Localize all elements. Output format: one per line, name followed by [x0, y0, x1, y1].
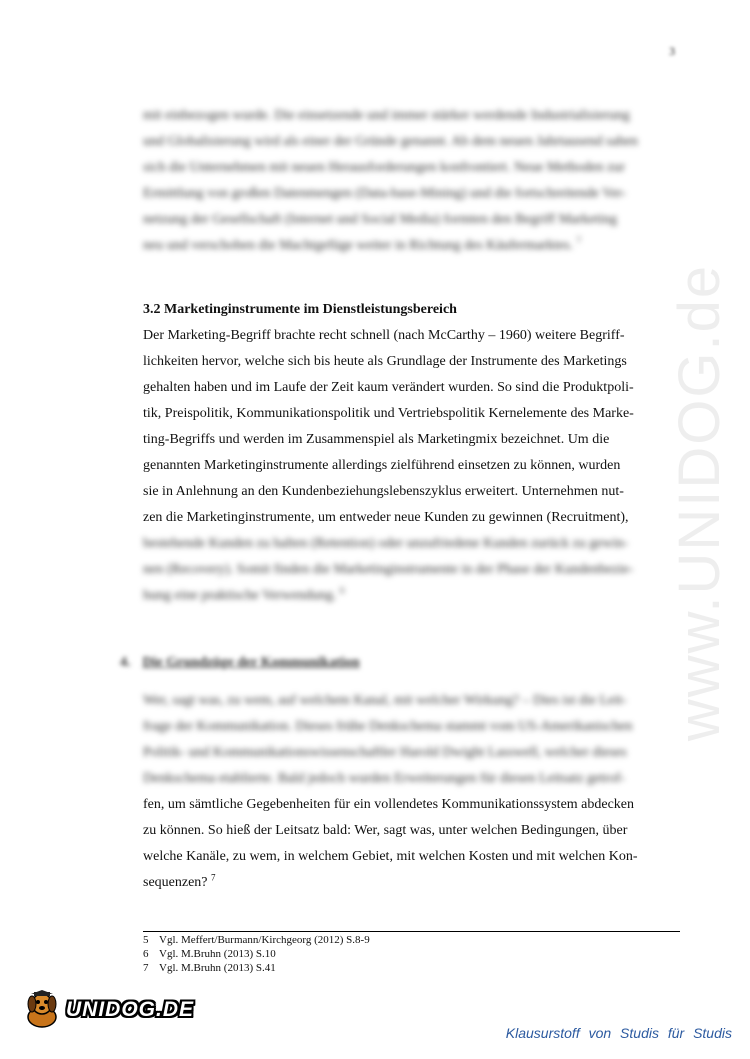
footnotes — [143, 933, 370, 975]
section-4-paragraph — [143, 792, 673, 896]
intro-paragraph-blurred — [143, 103, 673, 259]
footnote-number: 6 — [143, 948, 149, 960]
section-4-paragraph-blurred — [143, 688, 673, 792]
text-line: genannten Marketinginstrumente allerdings zielführend einsetzen zu können, wurden — [143, 458, 621, 473]
watermark-text: www.UNIDOG.de — [667, 263, 733, 741]
footnote-ref: 6 — [339, 585, 345, 596]
text-line: sequenzen? $^7$ — [143, 872, 216, 890]
section-heading-4 — [120, 655, 360, 671]
footnote-text: Vgl. M.Bruhn (2013) S.10 — [159, 948, 276, 960]
footnote-number: 5 — [143, 934, 149, 946]
text-line: sie in Anlehnung an den Kundenbeziehungslebenszyklus erweitert. Unternehmen nut- — [143, 484, 624, 499]
section-3-2-paragraph-blurred — [143, 531, 673, 609]
footnote-text: Vgl. M.Bruhn (2013) S.41 — [159, 962, 276, 974]
footer-tagline: Klausurstoff von Studis für Studis — [505, 1025, 732, 1041]
text-line: zu können. So hieß der Leitsatz bald: Wer, sagt was, unter welchen Bedingungen, über — [143, 823, 628, 838]
text-line: fen, um sämtliche Gegebenheiten für ein vollendetes Kommunikationssystem abdecken — [143, 797, 635, 812]
text-line: Ermittlung von großen Datenmengen (Data-base-Mining) und die fortschreitende Ver- — [143, 186, 627, 201]
text-line: frage der Kommunikation. Dieses frühe Denkschema stammt vom US-Amerikanischen — [143, 719, 633, 734]
page-number: 3 — [669, 44, 675, 58]
text-line: sich die Unternehmen mit neuen Herausforderungen konfrontiert. Neue Methoden zur — [143, 160, 626, 175]
text-line: zen die Marketinginstrumente, um entweder neue Kunden zu gewinnen (Recruitment), — [143, 510, 629, 525]
footnote-item — [143, 933, 370, 947]
text-line: bestehende Kunden zu halten (Retention) oder unzufriedene Kunden zurück zu gewin- — [143, 536, 629, 551]
unidog-logo[interactable] — [20, 990, 194, 1030]
footnote-text: Vgl. Meffert/Burmann/Kirchgeorg (2012) S.8-9 — [159, 934, 370, 946]
text-line: nen (Recovery). Somit finden die Marketinginstrumente in der Phase der Kundenbezie- — [143, 562, 634, 577]
text-line: neu und verschoben die Machtgefüge weiter in Richtung des Käufermarktes. $^7$ — [143, 235, 581, 253]
section-number: 4. — [120, 655, 131, 670]
logo-text: UNIDOG.DE — [66, 998, 195, 1021]
text-line: Der Marketing-Begriff brachte recht schnell (nach McCarthy – 1960) weitere Begriff- — [143, 328, 625, 343]
section-heading-3-2: 3.2 Marketinginstrumente im Dienstleistungsbereich — [143, 302, 457, 317]
footnote-number: 7 — [143, 962, 149, 974]
section-title: Die Grundzüge der Kommunikation — [142, 655, 360, 670]
text-line: tik, Preispolitik, Kommunikationspolitik und Vertriebspolitik Kernelemente des Marke- — [143, 406, 634, 421]
text-line: Politik- und Kommunikationswissenschaftler Harold Dwight Lasswell, welcher dieses — [143, 745, 627, 760]
text-line: Denkschema etablierte. Bald jedoch wurden Erweiterungen für diesen Leitsatz getrof- — [143, 771, 626, 786]
section-3-2-paragraph — [143, 323, 673, 531]
text-line: lichkeiten hervor, welche sich bis heute als Grundlage der Instrumente des Marketings — [143, 354, 627, 369]
text-line: mit einbezogen wurde. Die einsetzende und immer stärker werdende Industrialisierung — [143, 108, 630, 123]
text-line: welche Kanäle, zu wem, in welchem Gebiet, mit welchen Kosten und mit welchen Kon- — [143, 849, 638, 864]
text-line: hung eine praktische Verwendung. $^6$ — [143, 585, 345, 603]
footnote-item — [143, 947, 370, 961]
footnote-item — [143, 961, 370, 975]
footnote-ref: 7 — [576, 235, 581, 246]
dog-mascot-icon — [20, 990, 64, 1030]
text-line: Wer, sagt was, zu wem, auf welchem Kanal, mit welcher Wirkung? – Dies ist die Leit- — [143, 693, 627, 708]
footnote-divider — [143, 931, 680, 932]
footnote-ref: 7 — [211, 872, 216, 883]
text-line: und Globalisierung wird als einer der Gründe genannt. Ab dem neuen Jahrtausend sahen — [143, 134, 638, 149]
text-line: ting-Begriffs und werden im Zusammenspiel als Marketingmix bezeichnet. Um die — [143, 432, 610, 447]
text-line: netzung der Gesellschaft (Internet und Social Media) formten den Begriff Marketing — [143, 212, 618, 227]
text-line: gehalten haben und im Laufe der Zeit kaum verändert wurden. So sind die Produktpoli- — [143, 380, 634, 395]
